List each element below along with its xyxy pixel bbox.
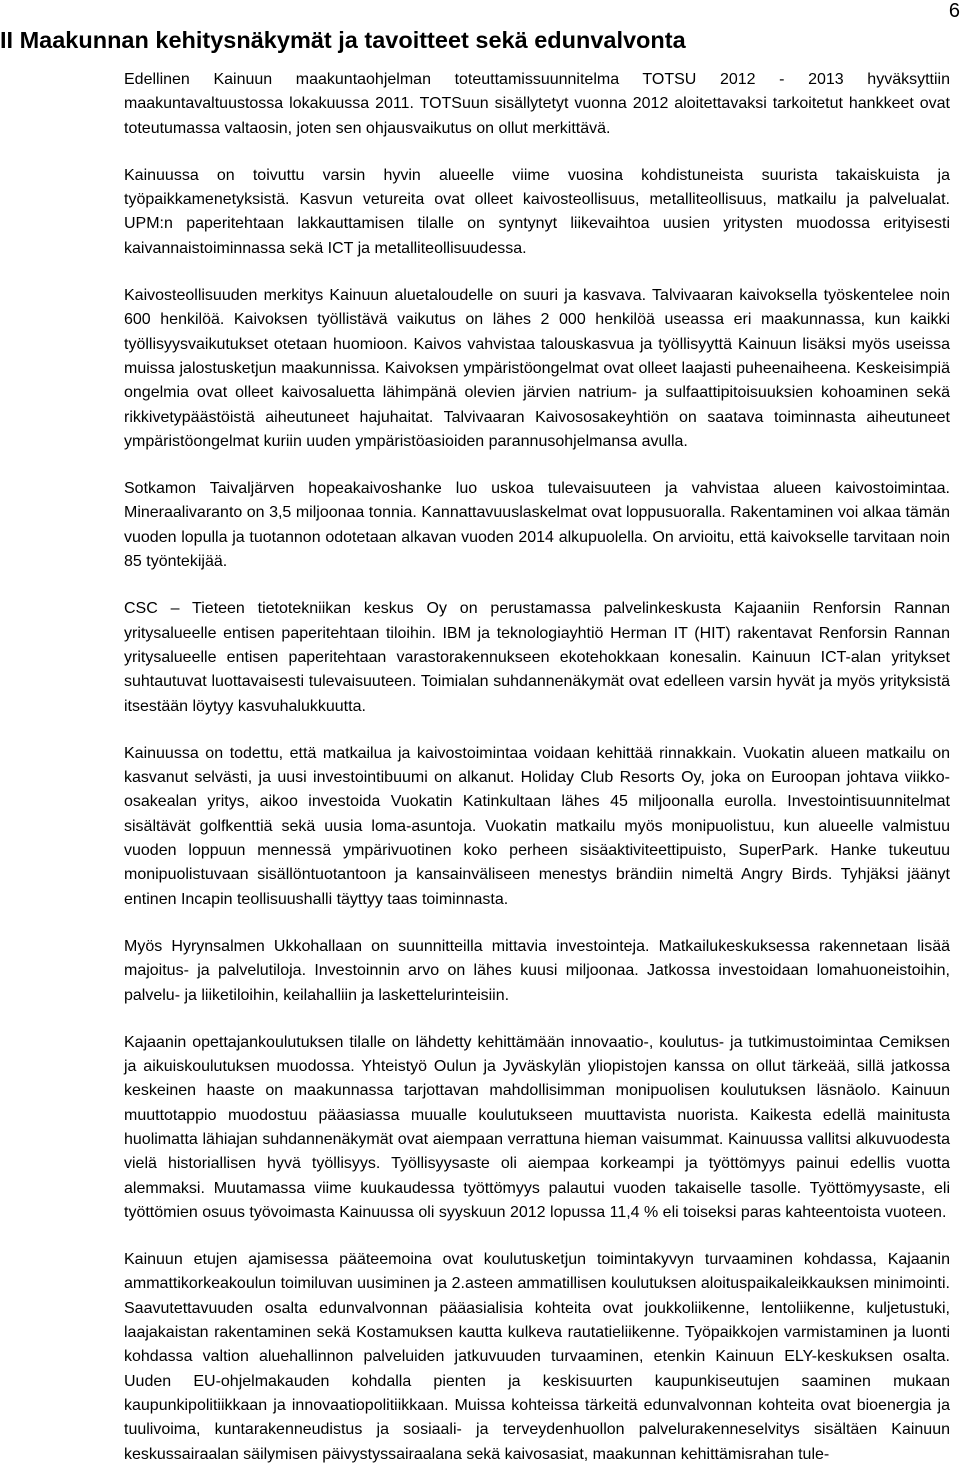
paragraph-education-employment: Kajaanin opettajankoulutuksen tilalle on lähdetty kehittämään innovaatio-, koulutus- ja tutkimustoimintaa Cemiksen ja aikuiskoulutuksen muodossa. Yhteistyö Oulun ja Jyväskylän yliopistojen kanssa on ollut tärkeää, sillä jatkossa keskeinen haaste on maakunnassa tarjottavan mahdollisimman monipuolisen koulutuksen läsnäolo. Kainuun muuttotappio muodostuu pääasiassa muualle koulutukseen muuttavista nuorista. Kaikesta edellä mainitusta huolimatta lähiajan suhdannenäkymät ovat aiempaan verrattuna hieman vaisummat. Kainuussa vallitsi alkuvuodesta vielä historiallisen hyvä työllisyys. Työllisyysaste oli aiempaa korkeampi ja työttömyys painui edellis vuotta alemmaksi. Muutamassa viime kuukaudessa työttömyys palautui vuoden takaiselle tasolle. Työttömyysaste, eli työttömien osuus työvoimasta Kainuussa oli syyskuun 2012 lopussa 11,4 % eli toiseksi paras kahteentoista vuoteen.: [124, 1033, 950, 1221]
paragraph-advocacy: Kainuun etujen ajamisessa pääteemoina ovat koulutusketjun toimintakyvyn turvaaminen kohdassa, Kajaanin ammattikorkeakoulun toimiluvan uusiminen ja 2.asteen ammatillisen koulutuksen aloituspaikaleikkauksen minimointi. Saavutettavuuden osalta edunvalvonnan pääasialisia kohteita ovat joukkoliikenne, lentoliikenne, kuljetustuki, laajakaistan rakentaminen sekä Kostamuksen kautta kulkeva rautatieliikenne. Työpaikkojen varmistaminen ja luonti kohdassa valtion aluehallinnon palveluiden jatkuvuuden turvaaminen, etenkin Kainuun ELY-keskuksen osalta. Uuden EU-ohjelmakauden kohdalla pienten ja keskisuurten kaupunkiseutujen saaminen mukaan kaupunkipolitiikkaan ja innovaatiopolitiikkaan. Muissa kohteissa tärkeitä edunvalvonnan kohteita ovat bioenergia ja tuulivoima, kuntarakenneudistus ja sosiaali- ja terveydenhuollon palvelurakenneselvitys sisältäen Kainuun keskussairaalan säilymisen päivystyssairaalana sekä kaivosasiat, maakunnan kehittämisrahan tule-: [124, 1251, 950, 1463]
page-number: 6: [948, 0, 960, 22]
paragraph-data-center: CSC – Tieteen tietotekniikan keskus Oy on perustamassa palvelinkeskusta Kajaaniin Renforsin Rannan yritysalueelle entisen paperitehtaan tiloihin. IBM ja teknologiayhtiö Herman IT (HIT) rakentavat Renforsin Rannan yritysalueelle entisen paperitehtaan varastorakennukseen ekotehokkaan konesalin. Kainuun ICT-alan yritykset suhtautuvat luottavaisesti tulevaisuuteen. Toimialan suhdannenäkymät ovat edelleen varsin hyvät ja myös yrityksistä itsestään löytyy kasvuhalukkuutta.: [124, 600, 950, 715]
paragraph-ukkohalla: Myös Hyrynsalmen Ukkohallaan on suunnitteilla mittavia investointeja. Matkailukeskuksessa rakennetaan lisää majoitus- ja palvelutiloja. Investoinnin arvo on lähes kuusi miljoonaa. Jatkossa investoidaan lomahuoneistoihin, palvelu- ja liiketiloihin, keilahalliin ja laskettelurinteisiin.: [124, 937, 950, 1004]
paragraph-silver-mine: Sotkamon Taivaljärven hopeakaivoshanke luo uskoa tulevaisuuteen ja vahvistaa alueen kaivostoimintaa. Mineraalivaranto on 3,5 miljoonaa tonnia. Kannattavuuslaskelmat ovat loppusuoralla. Rakentaminen voi alkaa tämän vuoden lopulla ja tuotannon odotetaan alkavan vuoden 2014 alkupuolella. On arvioitu, että kaivokselle tarvitaan noin 85 työntekijää.: [124, 480, 950, 571]
paragraph-tourism: Kainuussa on todettu, että matkailua ja kaivostoimintaa voidaan kehittää rinnakkain. Vuokatin alueen matkailu on kasvanut selvästi, ja uusi investointibuumi on alkanut. Holiday Club Resorts Oy, joka on Euroopan johtava viikko-osakealan yritys, aikoo investoida Vuokatin Katinkultaan lähes 45 miljoonalla eurolla. Investointisuunnitelmat sisältävät golfkenttiä sekä uusia loma-asuntoja. Vuokatin matkailu myös monipuolistuu, kun alueelle valmistuu vuoden loppuun mennessä ympärivuotinen koko perheen sisäaktiviteettipuisto, SuperPark. Hanke tukeutuu monipuolistuvaan sisällöntuotantoon ja kansainväliseen menestys brändiin nimeltä Angry Birds. Tyhjäksi jäänyt entinen Incapin teollisuushalli täyttyy taas toiminnasta.: [124, 744, 950, 908]
chapter-heading: II Maakunnan kehitysnäkymät ja tavoitteet sekä edunvalvonta: [0, 27, 686, 53]
document-body: [124, 68, 950, 1467]
paragraph-recovery: Kainuussa on toivuttu varsin hyvin alueelle viime vuosina kohdistuneista suurista takaiskuista ja työpaikkamenetyksistä. Kasvun vetureita ovat olleet kaivosteollisuus, metalliteollisuus, matkailu ja palvelualat. UPM:n paperitehtaan lakkauttamisen tilalle on syntynyt liikevaihtoa uusien yritysten muodossa erityisesti kaivannaistoiminnassa sekä ICT ja metalliteollisuudessa.: [124, 166, 950, 257]
paragraph-totsu: Edellinen Kainuun maakuntaohjelman toteuttamissuunnitelma TOTSU 2012 - 2013 hyväksyttiin maakuntavaltuustossa lokakuussa 2011. TOTSuun sisällytetyt vuonna 2012 aloitettavaksi tarkoitetut hankkeet ovat toteutumassa valtaosin, joten sen ohjausvaikutus on ollut merkittävä.: [124, 71, 950, 137]
paragraph-mining-industry: Kaivosteollisuuden merkitys Kainuun aluetaloudelle on suuri ja kasvava. Talvivaaran kaivoksella työskentelee noin 600 henkilöä. Kaivoksen työllistävä vaikutus on lähes 2 000 henkilöä useassa eri maakunnassa, kun kaikki työllisyysvaikutukset otetaan huomioon. Kaivos vahvistaa talouskasvua ja työllisyyttä Kainuun lisäksi myös useissa muissa jalostusketjun maakunnissa. Kaivoksen ympäristöongelmat ovat olleet laajasti puheenaiheena. Keskeisimpiä ongelmia ovat olleet kaivosaluetta lähimpänä olevien järvien natrium- ja sulfaattipitoisuuksien kohoaminen sekä rikkivetypäästöistä aiheutuneet hajuhaitat. Talvivaaran Kaivososakeyhtiön on saatava toiminnasta aiheutuneet ympäristöongelmat kuriin uuden ympäristöasioiden parannusohjelmansa avulla.: [124, 287, 950, 450]
